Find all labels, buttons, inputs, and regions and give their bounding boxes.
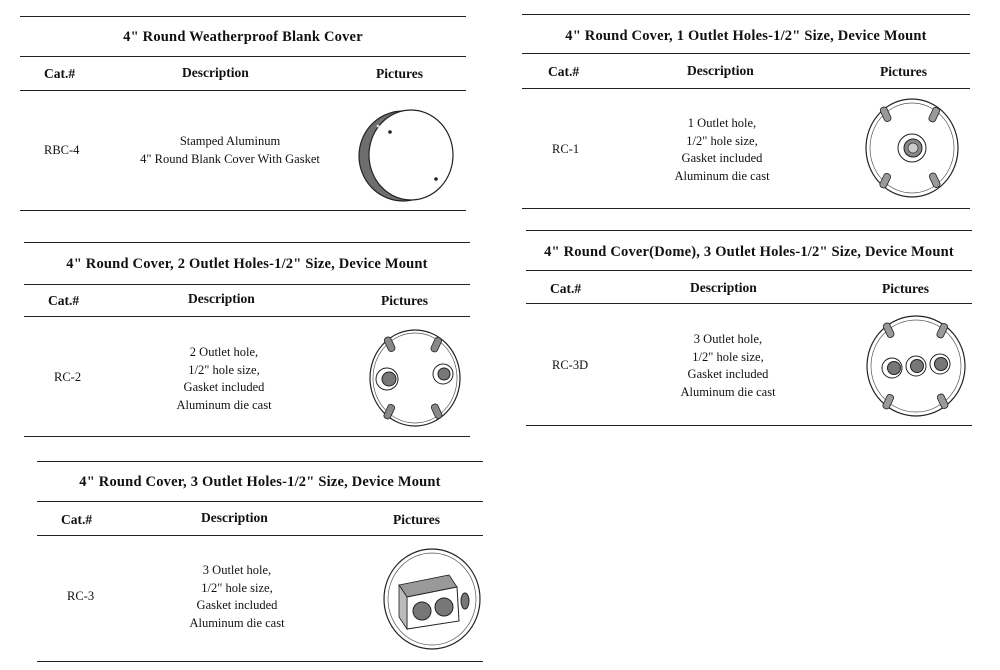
cat-number: RC-3D — [552, 358, 589, 372]
header-description: Description — [690, 280, 757, 295]
description: 3 Outlet hole, 1/2" hole size, Gasket included Aluminum die cast — [189, 563, 285, 630]
cat-number: RBC-4 — [44, 143, 80, 157]
dome-three-outlet-cover-icon — [861, 312, 971, 420]
one-outlet-cover-icon — [862, 96, 962, 200]
header-description: Description — [687, 63, 754, 78]
header-cat: Cat.# — [550, 281, 582, 296]
header-cat: Cat.# — [61, 512, 93, 527]
two-outlet-cover-icon — [365, 326, 465, 431]
blank-cover-icon — [356, 100, 456, 205]
header-pictures: Pictures — [381, 293, 428, 308]
table-rc-3 — [37, 461, 483, 661]
table-title: 4" Round Cover, 3 Outlet Holes-1/2" Size, Device Mount — [79, 474, 441, 490]
header-description: Description — [188, 291, 255, 306]
table-rbc-4 — [20, 16, 466, 216]
header-description: Description — [182, 65, 249, 80]
table-rc-2 — [24, 242, 470, 442]
header-pictures: Pictures — [376, 66, 423, 81]
cat-number: RC-2 — [54, 370, 82, 384]
header-pictures: Pictures — [880, 64, 927, 79]
description: 3 Outlet hole, 1/2" hole size, Gasket included Aluminum die cast — [680, 332, 776, 399]
table-title: 4" Round Cover(Dome), 3 Outlet Holes-1/2" Size, Device Mount — [544, 244, 954, 260]
table-title: 4" Round Cover, 2 Outlet Holes-1/2" Size, Device Mount — [66, 256, 428, 272]
description: Stamped Aluminum 4" Round Blank Cover With Gasket — [140, 134, 320, 166]
table-title: 4" Round Cover, 1 Outlet Holes-1/2" Size, Device Mount — [565, 28, 927, 44]
three-outlet-cover-icon — [377, 545, 487, 653]
header-cat: Cat.# — [48, 293, 80, 308]
description: 1 Outlet hole, 1/2" hole size, Gasket included Aluminum die cast — [674, 116, 770, 183]
cat-number: RC-3 — [67, 589, 95, 603]
header-cat: Cat.# — [44, 66, 76, 81]
header-description: Description — [201, 510, 268, 525]
table-rc-3d — [526, 230, 972, 430]
table-rc-1 — [522, 14, 970, 214]
header-cat: Cat.# — [548, 64, 580, 79]
cat-number: RC-1 — [552, 142, 580, 156]
header-pictures: Pictures — [882, 281, 929, 296]
table-title: 4" Round Weatherproof Blank Cover — [123, 29, 363, 45]
header-pictures: Pictures — [393, 512, 440, 527]
description: 2 Outlet hole, 1/2" hole size, Gasket included Aluminum die cast — [176, 345, 272, 412]
